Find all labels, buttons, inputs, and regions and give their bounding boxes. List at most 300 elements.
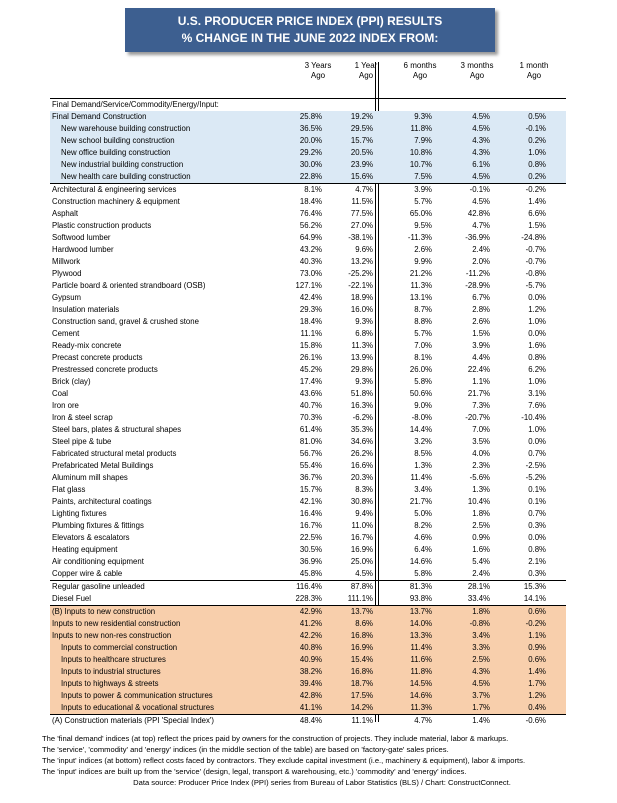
row-value: 87.8% xyxy=(322,581,373,594)
row-pad xyxy=(546,654,566,666)
table-row xyxy=(50,376,566,388)
table-row xyxy=(50,159,566,171)
footnote: The 'input' indices are built up from the 'service' (design, legal, transport & warehousing, etc.) 'commodity' and 'energy' indices. xyxy=(42,767,467,776)
row-value: -0.1% xyxy=(432,184,490,197)
row-value: 3.5% xyxy=(472,437,490,446)
table-row xyxy=(50,340,566,352)
row-value: 4.4% xyxy=(472,353,490,362)
row-value: 4.5% xyxy=(432,171,490,184)
row-value: -2.5% xyxy=(525,461,546,470)
row-value: 26.0% xyxy=(409,365,432,374)
row-value: 0.4% xyxy=(490,702,546,715)
footnote: The 'service', 'commodity' and 'energy' indices (in the middle section of the table) are based on 'factory-gate' sales prices. xyxy=(42,745,449,754)
row-pad xyxy=(546,400,566,412)
row-value: 2.3% xyxy=(472,461,490,470)
row-value: -5.6% xyxy=(469,473,490,482)
row-pad xyxy=(546,715,566,728)
row-value: 6.6% xyxy=(528,209,546,218)
row-value: 0.8% xyxy=(490,159,546,171)
row-value: -28.9% xyxy=(465,281,490,290)
row-value: 0.0% xyxy=(528,437,546,446)
row-value: 7.3% xyxy=(472,401,490,410)
row-value: 14.5% xyxy=(373,678,432,690)
table-row xyxy=(50,328,566,340)
row-value: 29.5% xyxy=(322,123,373,135)
table-row xyxy=(50,412,566,424)
row-value: 2.5% xyxy=(432,654,490,666)
row-value: 4.7% xyxy=(472,221,490,230)
row-value: -0.7% xyxy=(525,245,546,254)
row-pad xyxy=(546,268,566,280)
row-label: Particle board & oriented strandboard (OSB) xyxy=(52,281,206,290)
row-pad xyxy=(546,593,566,606)
row-value: 41.1% xyxy=(278,702,322,715)
table-row xyxy=(50,556,566,568)
table-row xyxy=(50,715,566,728)
row-value: 27.0% xyxy=(350,221,373,230)
row-pad xyxy=(546,304,566,316)
row-label: Inputs to new residential construction xyxy=(50,618,278,630)
row-value: 1.7% xyxy=(432,702,490,715)
row-value: 73.0% xyxy=(299,269,322,278)
row-pad xyxy=(546,232,566,244)
row-value: 56.7% xyxy=(299,449,322,458)
row-value: 16.0% xyxy=(350,305,373,314)
row-value: 3.3% xyxy=(432,642,490,654)
row-value: 42.8% xyxy=(467,209,490,218)
row-label: Millwork xyxy=(52,257,81,266)
row-pad xyxy=(546,159,566,171)
row-value: 43.6% xyxy=(299,389,322,398)
row-pad xyxy=(546,196,566,208)
row-value: -20.7% xyxy=(465,413,490,422)
col-header-3m: 3 months Ago xyxy=(460,61,494,80)
row-value: 0.1% xyxy=(528,485,546,494)
row-value: 76.4% xyxy=(299,209,322,218)
row-value: 29.2% xyxy=(278,147,322,159)
row-pad xyxy=(546,436,566,448)
row-value: -11.3% xyxy=(407,233,432,242)
row-value: 116.4% xyxy=(278,581,322,594)
row-value: 14.6% xyxy=(409,557,432,566)
row-label: Inputs to new non-res construction xyxy=(50,630,278,642)
row-label: Plastic construction products xyxy=(52,221,152,230)
row-value: 3.4% xyxy=(414,485,432,494)
row-label: Final Demand Construction xyxy=(50,111,278,123)
row-value: -0.2% xyxy=(490,184,546,197)
table-row xyxy=(50,508,566,520)
row-value: 29.8% xyxy=(350,365,373,374)
row-value: 8.7% xyxy=(414,305,432,314)
row-value: 50.6% xyxy=(409,389,432,398)
table-row xyxy=(50,352,566,364)
row-value: 9.6% xyxy=(355,245,373,254)
row-value: 36.7% xyxy=(299,473,322,482)
row-value: 127.1% xyxy=(295,281,322,290)
row-pad xyxy=(546,678,566,690)
row-value: -10.4% xyxy=(521,413,546,422)
row-value: 36.9% xyxy=(299,557,322,566)
row-value: 18.4% xyxy=(299,197,322,206)
row-value: 11.1% xyxy=(322,715,373,728)
row-value: 16.3% xyxy=(350,401,373,410)
row-value: 9.3% xyxy=(355,317,373,326)
table-row xyxy=(50,690,566,702)
row-value: 2.5% xyxy=(472,521,490,530)
row-value: 0.7% xyxy=(528,449,546,458)
row-value: 22.8% xyxy=(278,171,322,184)
row-label: Prefabricated Metal Buildings xyxy=(52,461,154,470)
row-value: 93.8% xyxy=(409,594,432,603)
row-value: 6.4% xyxy=(414,545,432,554)
table-row xyxy=(50,460,566,472)
row-value: 4.5% xyxy=(432,123,490,135)
row-pad xyxy=(546,424,566,436)
row-value: 8.5% xyxy=(414,449,432,458)
row-value: 16.7% xyxy=(350,533,373,542)
row-label: Iron & steel scrap xyxy=(52,413,113,422)
row-value: 36.5% xyxy=(278,123,322,135)
row-pad xyxy=(546,147,566,159)
row-value: 16.8% xyxy=(322,630,373,642)
row-value: 4.7% xyxy=(373,715,432,728)
row-value: 64.9% xyxy=(299,233,322,242)
row-value: 11.3% xyxy=(410,281,432,290)
row-label: Steel pipe & tube xyxy=(52,437,112,446)
row-label: Aluminum mill shapes xyxy=(52,473,128,482)
row-value: 4.5% xyxy=(432,111,490,123)
row-pad xyxy=(546,556,566,568)
row-value: 4.6% xyxy=(414,533,432,542)
row-value: 3.7% xyxy=(432,690,490,702)
table-row xyxy=(50,388,566,400)
row-label: New industrial building construction xyxy=(50,159,278,171)
row-value: 11.5% xyxy=(351,197,373,206)
row-pad xyxy=(546,581,566,594)
row-value: 0.2% xyxy=(490,171,546,184)
row-value: 14.2% xyxy=(322,702,373,715)
table-row xyxy=(50,520,566,532)
row-value: 19.2% xyxy=(322,111,373,123)
row-value: 9.5% xyxy=(414,221,432,230)
row-label: Ready-mix concrete xyxy=(52,341,122,350)
row-value: 26.1% xyxy=(299,353,322,362)
table-row xyxy=(50,642,566,654)
row-value: -0.2% xyxy=(490,618,546,630)
row-value: -24.8% xyxy=(521,233,546,242)
row-label: Elevators & escalators xyxy=(52,533,130,542)
table-row xyxy=(50,184,566,197)
row-value: 29.3% xyxy=(299,305,322,314)
row-label: Softwood lumber xyxy=(52,233,111,242)
row-value: 40.3% xyxy=(299,257,322,266)
row-pad xyxy=(546,666,566,678)
row-value: 2.8% xyxy=(472,305,490,314)
row-value: 1.8% xyxy=(472,509,490,518)
row-value: 20.3% xyxy=(350,473,373,482)
row-value: 1.4% xyxy=(432,715,490,728)
row-value: 11.4% xyxy=(373,642,432,654)
row-pad xyxy=(546,256,566,268)
section-header: Final Demand/Service/Commodity/Energy/Input: xyxy=(50,99,566,112)
row-pad xyxy=(546,508,566,520)
row-pad xyxy=(546,448,566,460)
row-value: 4.5% xyxy=(472,197,490,206)
footnotes xyxy=(42,733,602,788)
row-value: 45.8% xyxy=(299,569,322,578)
table-row xyxy=(50,484,566,496)
row-value: 43.2% xyxy=(299,245,322,254)
title-line-2: % CHANGE IN THE JUNE 2022 INDEX FROM: xyxy=(181,31,439,45)
row-value: 8.2% xyxy=(414,521,432,530)
row-label: Coal xyxy=(52,389,69,398)
row-value: 1.3% xyxy=(472,485,490,494)
footnote: The 'final demand' indices (at top) reflect the prices paid by owners for the construction of projects. They include material, labor & markups. xyxy=(42,734,509,743)
row-value: 14.6% xyxy=(373,690,432,702)
row-pad xyxy=(546,171,566,184)
row-value: 9.0% xyxy=(414,401,432,410)
row-value: 14.4% xyxy=(409,425,432,434)
row-value: -25.2% xyxy=(348,269,373,278)
row-value: 41.2% xyxy=(278,618,322,630)
table-row xyxy=(50,618,566,630)
table-row xyxy=(50,268,566,280)
row-label: Precast concrete products xyxy=(52,353,143,362)
row-value: 0.9% xyxy=(490,642,546,654)
row-value: 11.8% xyxy=(373,666,432,678)
row-value: 70.3% xyxy=(299,413,322,422)
row-value: 11.3% xyxy=(373,702,432,715)
row-value: -36.9% xyxy=(465,233,490,242)
row-value: 1.8% xyxy=(432,606,490,619)
row-label: New warehouse building construction xyxy=(50,123,278,135)
row-value: 45.2% xyxy=(299,365,322,374)
row-value: 16.4% xyxy=(299,509,322,518)
row-value: 14.0% xyxy=(373,618,432,630)
row-value: 13.3% xyxy=(373,630,432,642)
table-row xyxy=(50,654,566,666)
row-value: 2.4% xyxy=(472,569,490,578)
row-pad xyxy=(546,352,566,364)
row-value: 2.0% xyxy=(472,257,490,266)
row-value: 30.8% xyxy=(350,497,373,506)
row-value: 40.7% xyxy=(299,401,322,410)
row-label: Plumbing fixtures & fittings xyxy=(52,521,144,530)
row-value: 7.5% xyxy=(373,171,432,184)
row-value: 10.8% xyxy=(373,147,432,159)
row-pad xyxy=(546,244,566,256)
row-value: 2.6% xyxy=(472,317,490,326)
section-header-row xyxy=(50,99,566,112)
row-pad xyxy=(546,184,566,197)
row-value: 11.3% xyxy=(351,341,373,350)
row-label: Construction sand, gravel & crushed stone xyxy=(52,317,199,326)
row-pad xyxy=(546,340,566,352)
row-pad xyxy=(546,484,566,496)
table-row xyxy=(50,196,566,208)
row-label: Plywood xyxy=(52,269,82,278)
table-row xyxy=(50,568,566,581)
row-value: 1.2% xyxy=(490,690,546,702)
col-header-1y: 1 Year Ago xyxy=(354,61,378,80)
row-value: 7.9% xyxy=(373,135,432,147)
table-row xyxy=(50,244,566,256)
table-row xyxy=(50,280,566,292)
row-value: 16.9% xyxy=(322,642,373,654)
row-value: 81.0% xyxy=(299,437,322,446)
table-row xyxy=(50,232,566,244)
row-value: 5.4% xyxy=(472,557,490,566)
row-value: 15.7% xyxy=(322,135,373,147)
row-label: Inputs to power & communication structures xyxy=(50,690,278,702)
row-value: 1.4% xyxy=(528,197,546,206)
row-value: 21.2% xyxy=(409,269,432,278)
table-row xyxy=(50,544,566,556)
row-pad xyxy=(546,111,566,123)
row-value: 4.3% xyxy=(432,147,490,159)
row-value: 4.0% xyxy=(472,449,490,458)
table-row xyxy=(50,111,566,123)
row-value: 8.1% xyxy=(278,184,322,197)
row-label: Diesel Fuel xyxy=(52,594,91,603)
row-value: 4.5% xyxy=(432,678,490,690)
row-label: Inputs to commercial construction xyxy=(50,642,278,654)
col-header-1m: 1 month Ago xyxy=(519,61,549,80)
row-value: -6.2% xyxy=(352,413,373,422)
row-value: 4.3% xyxy=(432,666,490,678)
row-value: 22.4% xyxy=(467,365,490,374)
row-value: 8.1% xyxy=(414,353,432,362)
row-value: 42.8% xyxy=(278,690,322,702)
row-label: Asphalt xyxy=(52,209,79,218)
row-value: 0.6% xyxy=(490,654,546,666)
row-value: 7.6% xyxy=(528,401,546,410)
row-value: 42.9% xyxy=(278,606,322,619)
row-label: Flat glass xyxy=(52,485,86,494)
row-value: 11.6% xyxy=(373,654,432,666)
row-value: 16.9% xyxy=(350,545,373,554)
row-pad xyxy=(546,220,566,232)
row-value: 16.7% xyxy=(299,521,322,530)
row-value: 11.1% xyxy=(300,329,322,338)
row-value: 0.8% xyxy=(528,545,546,554)
row-value: 17.5% xyxy=(322,690,373,702)
row-value: 3.1% xyxy=(528,389,546,398)
row-value: -11.2% xyxy=(465,269,490,278)
row-value: 0.2% xyxy=(490,135,546,147)
table-row xyxy=(50,666,566,678)
row-label: Gypsum xyxy=(52,293,82,302)
row-label: (B) Inputs to new construction xyxy=(50,606,278,619)
row-value: 2.1% xyxy=(528,557,546,566)
row-value: 5.7% xyxy=(414,329,432,338)
row-pad xyxy=(546,135,566,147)
row-value: 7.0% xyxy=(414,341,432,350)
row-label: Heating equipment xyxy=(52,545,118,554)
row-value: 40.9% xyxy=(278,654,322,666)
row-pad xyxy=(546,364,566,376)
row-pad xyxy=(546,690,566,702)
row-pad xyxy=(546,642,566,654)
row-value: 1.0% xyxy=(528,425,546,434)
table-row xyxy=(50,292,566,304)
row-value: 13.1% xyxy=(409,293,432,302)
row-value: 0.3% xyxy=(528,569,546,578)
row-value: 15.3% xyxy=(490,581,546,594)
row-value: 21.7% xyxy=(467,389,490,398)
table-row xyxy=(50,593,566,606)
table-row xyxy=(50,123,566,135)
table-row xyxy=(50,424,566,436)
table-row xyxy=(50,606,566,619)
row-value: 25.0% xyxy=(350,557,373,566)
row-value: 14.1% xyxy=(523,594,546,603)
row-label: Fabricated structural metal products xyxy=(52,449,177,458)
row-value: 42.2% xyxy=(278,630,322,642)
row-value: 42.4% xyxy=(299,293,322,302)
row-value: 3.2% xyxy=(414,437,432,446)
row-value: 5.0% xyxy=(414,509,432,518)
col-header-3y: 3 Years Ago xyxy=(304,61,332,80)
row-value: 13.7% xyxy=(322,606,373,619)
row-value: -8.0% xyxy=(411,413,432,422)
row-value: 0.8% xyxy=(528,353,546,362)
row-label: Paints, architectural coatings xyxy=(52,497,152,506)
table-row xyxy=(50,630,566,642)
row-label: Inputs to healthcare structures xyxy=(50,654,278,666)
table-row xyxy=(50,678,566,690)
row-label: Copper wire & cable xyxy=(52,569,123,578)
row-label: Brick (clay) xyxy=(52,377,91,386)
row-value: 48.4% xyxy=(278,715,322,728)
row-value: 11.0% xyxy=(351,521,373,530)
report-title xyxy=(125,8,495,52)
row-value: 1.7% xyxy=(490,678,546,690)
row-value: 21.7% xyxy=(409,497,432,506)
row-label: New health care building construction xyxy=(50,171,278,184)
row-value: 1.5% xyxy=(472,329,490,338)
row-value: 15.7% xyxy=(299,485,322,494)
table-row xyxy=(50,135,566,147)
row-value: 0.7% xyxy=(528,509,546,518)
row-label: Regular gasoline unleaded xyxy=(50,581,278,594)
row-value: 0.0% xyxy=(528,329,546,338)
row-value: 17.4% xyxy=(299,377,322,386)
table-row xyxy=(50,472,566,484)
row-value: 9.4% xyxy=(355,509,373,518)
row-value: 26.2% xyxy=(350,449,373,458)
row-value: 23.9% xyxy=(322,159,373,171)
row-value: -0.6% xyxy=(490,715,546,728)
row-value: 34.6% xyxy=(350,437,373,446)
row-value: 9.3% xyxy=(355,377,373,386)
row-label: Air conditioning equipment xyxy=(52,557,144,566)
row-label: Steel bars, plates & structural shapes xyxy=(52,425,182,434)
row-pad xyxy=(546,532,566,544)
row-value: 65.0% xyxy=(409,209,432,218)
row-value: 20.5% xyxy=(322,147,373,159)
table-row xyxy=(50,256,566,268)
ppi-data-table xyxy=(50,98,566,727)
title-line-1: U.S. PRODUCER PRICE INDEX (PPI) RESULTS xyxy=(177,14,443,28)
row-value: -0.8% xyxy=(432,618,490,630)
row-pad xyxy=(546,544,566,556)
row-value: 35.3% xyxy=(350,425,373,434)
table-row xyxy=(50,171,566,184)
row-pad xyxy=(546,702,566,715)
row-value: 11.4% xyxy=(410,473,432,482)
row-value: -5.7% xyxy=(525,281,546,290)
